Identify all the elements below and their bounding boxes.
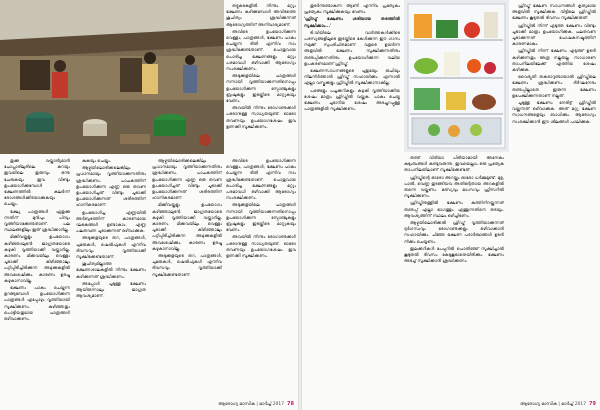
paragraph: ആഴ്ചയിലൊരിക്കൽ ഫ്രിഡ്ജ് വൃത്തിയാക്കുന്നത് ദുർഗന്ധവും രോഗാണുക്കളും ഒഴിവാക്കാൻ സഹായിക്കും. ചീഞ്ഞ ഭക്ഷണ പദാർത്ഥങ്ങൾ ഉടൻ നീക്കം ചെയ്യണം. <box>404 220 504 244</box>
paragraph: ചൂടുള്ള ഭക്ഷണം നേരിട്ട് ഫ്രിഡ്ജിൽ വയ്ക്കുന്നത് ഒഴിവാക്കുക. അത് മറ്റു ഭക്ഷണ സാധനങ്ങളെയും ബാധിക്കും. ആരോഗ്യം സംരക്ഷിക്കാൻ ഈ ശീലങ്ങൾ പാലിക്കുക. <box>512 100 596 124</box>
paragraph: മിക്കിവയ്ക്കളും ഉപയോഗം കഴിഞ്ഞാലുടൻ ജാഗ്രതയോടെ കഴുകി വൃത്തിയാക്കി വയ്ക്കാറില്ല. കാരണം മിക്കവയിലും വെള്ളം ചൂടാക്കി കിഴിഞ്ഞാലും പറ്റിപ്പിടിച്ചിരിക്കുന്ന അഴുക്കുകളിൽ അവശേഷിക്കും. കാരണം ഉരച്ചു കഴുകാനാവില്ല. <box>4 234 70 283</box>
paragraph: ടി.വിയിലെ വാർത്തകൾക്കിടെ പരസ്യങ്ങളിലൂടെ ഇടയ്ക്കിടെ കേൾക്കുന്ന ഈ ഗാനം നമുക്ക് സുപരിചിതമാണ്. വളരെ ഉയർന്ന അളവിൽ ഭക്ഷണം സൂക്ഷിക്കുന്നതിനും തണുപ്പിക്കുന്നതിനും ഉപയോഗിക്കുന്ന വലിയ ഉപകരണമാണ് ഫ്രിഡ്ജ്. <box>304 29 400 66</box>
left-column-d <box>226 158 296 398</box>
paragraph: അടുക്കളയുടെ തറ, പാത്രങ്ങൾ, ചുമരുകൾ, ഷെൽഫുകൾ എന്നിവ ദിവസവും വൃത്തിയാക്കി സൂക്ഷിക്കേണ്ടതാണ്. <box>152 253 222 277</box>
paragraph: തുക്കു വയ്ക്കാൻ്യമാൻ ചോപ്ലാരിലുരിലെ കറയും ഇവയിലെ തുരുമ്പും ഒന്നു ചേരുകയും ഇവ വീണ്ടും ഉപയോഗിക്കുമ്പോൾ ഭക്ഷണത്തിൽ കലർന്ന് രോഗങ്ങൾക്കിടയാക്കുകയും ചെയ്യും. <box>4 158 70 207</box>
paragraph: അവിടെ ഉപയോഗിക്കുന്ന വെള്ളം, പാത്രങ്ങൾ, ഭക്ഷണം പാകം ചെയ്യുന്ന രീതി എന്നിവ നാം ശ്രദ്ധിക്കേണ്ടതാണ്. പൊതുവായ പൊരിച്ച ഭക്ഷണങ്ങളും മറ്റും പരമാവധി ഒഴിവാക്കി ആരോഗ്യം സംരക്ഷിക്കണം. <box>226 158 296 201</box>
paragraph: ഫ്രിഡ്ജിന്റെ ഓരോ അറയ്ക്കും ഓരോ ധർമ്മമുണ്ട്. മുട്ട, പാൽ, വെണ്ണ തുടങ്ങിയവ അതിന്റേതായ അറകളിൽ തന്നെ വയ്ക്കണം. മത്സ്യവും മാംസവും ഫ്രീസറിൽ സൂക്ഷിക്കണം. <box>404 174 504 199</box>
magazine-title: ആരോഗ്യ മാസിക | മാർച്ച് 2017 <box>520 402 587 407</box>
pull-quote: 'ഫ്രിഡ്ജ് ഭക്ഷണം ശരിയായ തരത്തിൽ സൂക്ഷിക്കാം...' <box>304 16 400 28</box>
left-page-footer <box>218 401 294 407</box>
paragraph: പഴങ്ങളും പച്ചക്കറികളും കഴുകി വൃത്തിയാക്കിയ ശേഷം മാത്രം ഫ്രിഡ്ജിൽ വയ്ക്കുക. പാകം ചെയ്ത ഭക്ഷണം ചൂടാറിയ ശേഷം അടച്ചുറപ്പുള്ള പാത്രങ്ങളിൽ സൂക്ഷിക്കണം. <box>304 87 400 112</box>
fridge-photo <box>404 0 509 152</box>
paragraph: ഫ്രിഡ്ജിൽ നിന്ന് എടുത്ത ഭക്ഷണം വീണ്ടും ചൂടാക്കി മാത്രം ഉപയോഗിക്കുക. പലതവണ ചൂടാക്കുന്നത് പോഷകനഷ്ടത്തിന് കാരണമാകും. <box>512 22 596 47</box>
paragraph: അപ്പോൾ ചൂടുള്ള ഭക്ഷണം ആയിരുന്നാലും ജാഗ്രത ആവശ്യമാണ്. <box>76 280 146 299</box>
paragraph: ഇലക്കറികൾ പേപ്പറിൽ പൊതിഞ്ഞ് സൂക്ഷിച്ചാൽ കൂടുതൽ ദിവസം കേടുകൂടാതെയിരിക്കും. ഭക്ഷണം അടച്ച് സൂക്ഷിക്കാൻ ശ്രദ്ധിക്കണം. <box>404 245 504 264</box>
paragraph: തട്ടുകടകളിൽ നിന്നും മറ്റും ഭക്ഷണം കഴിക്കുമ്പോൾ അവിടത്തെ ശുചിത്വം ശ്രദ്ധിക്കുന്നത് ആരോഗ്യത്തിന് അനിവാര്യമാണ്. <box>226 3 296 27</box>
paragraph: അവയിൽ നിന്നും രോഗാണുക്കൾ പടരാനുള്ള സാധ്യതയുണ്ട്. ഓരോ തവണയും ഉപയോഗശേഷം ഇവ ഉണക്കി സൂക്ഷിക്കണം. <box>226 234 296 259</box>
paragraph: അടുക്കളയുടെ തറ, പാത്രങ്ങൾ, ചുമരുകൾ, ഷെൽഫുകൾ എന്നിവ ദിവസവും വൃത്തിയാക്കി സൂക്ഷിക്കേണ്ടതാണ്. <box>76 235 146 260</box>
paragraph: ഫ്രിഡ്ജിനുള്ളിൽ ഭക്ഷണം കുത്തിനിറയ്ക്കുന്നത് തണുപ്പ് എല്ലാ ഭാഗത്തും എത്തുന്നതിനെ തടയും. ആവശ്യത്തിന് സ്ഥലം ഒഴിച്ചിടണം. <box>404 200 504 218</box>
left-column-c <box>152 158 222 398</box>
paragraph: ഭക്ഷ്യ പാത്രങ്ങൾ ഏതുക്കു ന്നതിന് മുൻപും പിമ്പും വൃത്തിയാക്കേണ്ടതാണ്. പല സ്ഥലങ്ങളിലും ഇത് ശ്രദ്ധിക്കാറില്ല. <box>4 208 70 233</box>
left-column-1-top <box>226 3 296 153</box>
paragraph: ഉപയോഗിച്ച എണ്ണയിൽ അർബുദത്തിന് കാരണമായ ഘടകങ്ങൾ ഉണ്ടാകാം. എണ്ണ പലതവണ ചൂടാക്കുന്നത് ഒഴിവാക്കുക. <box>76 209 146 234</box>
right-column-3 <box>512 3 596 393</box>
paragraph: ശുചിത്വമില്ലാത്ത ഭക്ഷണശാലകളിൽ നിന്നും ഭക്ഷണം കഴിക്കുന്നത് ശ്രദ്ധിക്കണം. <box>76 261 146 279</box>
paragraph: തണ്ട് വിരിയാ പിരിയാമായി അനേകം കുടുംബങ്ങൾ കണ്ടുവരുന്നു. ഇവയെല്ലാം ഒരു പ്രത്യേക താപനിലയിലാണ് സൂക്ഷിക്കേണ്ടത്. <box>404 155 504 173</box>
paragraph: അടുക്കളയിലെ പാത്രങ്ങൾ നന്നായി വൃത്തിയാക്കുന്നതിനൊപ്പം ഉപയോഗിക്കുന്ന സ്പോഞ്ചുകളും ബ്രഷുകളും ഇടയ്ക്കിടെ മാറ്റുകയും വേണം. <box>226 202 296 233</box>
paragraph: കുകയും ചെയ്യും. <box>82 158 112 163</box>
right-page <box>302 0 600 410</box>
left-column-a <box>4 158 70 398</box>
right-column-2 <box>404 155 504 395</box>
paragraph: ആഴ്ചയിലൊരിക്കലെങ്കിലും പ്രധാനമായും വൃത്തിയാക്കുന്നതിനും ശ്രദ്ധിക്കണം. പാചകത്തിന് ഉപയോഗിക്കുന്ന എണ്ണ ഒരു തവണ ഉപയോഗിച്ചത് വീണ്ടും ചൂടാക്കി ഉപയോഗിക്കുന്നത് ശരീരത്തിന് ഹാനികരമാണ്. <box>152 158 222 201</box>
paragraph: അവയിൽ നിന്നും രോഗാണുക്കൾ പടരാനുള്ള സാധ്യതയുണ്ട്. ഓരോ തവണയും ഉപയോഗശേഷം ഇവ ഉണക്കി സൂക്ഷിക്കണം. <box>226 105 296 129</box>
page-number: 79 <box>589 401 596 407</box>
right-column-1 <box>304 3 400 393</box>
paragraph: മിക്കിവയ്ക്കളും ഉപയോഗം കഴിഞ്ഞാലുടൻ ജാഗ്രതയോടെ കഴുകി വൃത്തിയാക്കി വയ്ക്കാറില്ല. കാരണം മിക്കവയിലും വെള്ളം ചൂടാക്കി കിഴിഞ്ഞാലും പറ്റിപ്പിടിച്ചിരിക്കുന്ന അഴുക്കുകളിൽ അവശേഷിക്കും. കാരണം ഉരച്ചു കഴുകാനാവില്ല. <box>152 202 222 251</box>
page-number: 78 <box>287 401 294 407</box>
paragraph: അടുക്കളയിലെ പാത്രങ്ങൾ നന്നായി വൃത്തിയാക്കുന്നതിനൊപ്പം ഉപയോഗിക്കുന്ന സ്പോഞ്ചുകളും ബ്രഷുകളും ഇടയ്ക്കിടെ മാറ്റുകയും വേണം. <box>226 73 296 104</box>
right-page-footer <box>520 401 596 407</box>
market-photo <box>0 0 224 154</box>
paragraph: അവിടെ ഉപയോഗിക്കുന്ന വെള്ളം, പാത്രങ്ങൾ, ഭക്ഷണം പാകം ചെയ്യുന്ന രീതി എന്നിവ നാം ശ്രദ്ധിക്കേണ്ടതാണ്. പൊതുവായ പൊരിച്ച ഭക്ഷണങ്ങളും മറ്റും പരമാവധി ഒഴിവാക്കി ആരോഗ്യം സംരക്ഷിക്കണം. <box>226 28 296 72</box>
paragraph: ഫ്രിഡ്ജിൽ നിന്ന് ഭക്ഷണം എടുത്ത് ഉടൻ കഴിക്കുന്നതും അത്ര നല്ലതല്ല. സാധാരണ താപനിലയിലേക്ക് എത്തിയ ശേഷം കഴിക്കുക. <box>512 48 596 73</box>
paragraph: ഭക്ഷണം പാകം ചെയ്യുന്ന ഉറങ്ങുമ്പോൾ ഉപയോഗിക്കുന്ന പാത്രങ്ങൾ എപ്പോഴും വൃത്തിയായി സൂക്ഷിക്കണം. കുഴിഞ്ഞതും പൊട്ടിയതുമായ പാത്രങ്ങൾ ഒഴിവാക്കണം. <box>4 285 70 322</box>
paragraph: തുടർന്നുണ്ടാകുന്ന ആണി എന്നിവ പ്രത്യേകം പ്രത്യേകം സൂക്ഷിക്കുകയും വേണം. <box>304 3 400 15</box>
paragraph: ആഴ്ചയിലൊരിക്കലെങ്കിലും പ്രധാനമായും വൃത്തിയാക്കുന്നതിനും ശ്രദ്ധിക്കണം. പാചകത്തിന് ഉപയോഗിക്കുന്ന എണ്ണ ഒരു തവണ ഉപയോഗിച്ചത് വീണ്ടും ചൂടാക്കി ഉപയോഗിക്കുന്നത് ശരീരത്തിന് ഹാനികരമാണ്. <box>76 165 146 208</box>
paragraph: വൈദ്യുതി തകരാറുണ്ടായാൽ ഫ്രിഡ്ജിലെ ഭക്ഷണം ശ്രദ്ധിക്കണം. ദീർഘനേരം തണുപ്പില്ലാതെ ഇരുന്ന ഭക്ഷണം ഉപേക്ഷിക്കുന്നതാണ് നല്ലത്. <box>512 74 596 98</box>
paragraph: ഫ്രിഡ്ജ് ഭക്ഷണ സാധനങ്ങൾ കൃത്യമായ അളവിൽ സൂക്ഷിക്കുക. വീട്ടിലെ ഫ്രിഡ്ജിൽ ഭക്ഷണം കൂടുതൽ ദിവസം സൂക്ഷിക്കരുത്. <box>512 3 596 21</box>
magazine-title: ആരോഗ്യ മാസിക | മാർച്ച് 2017 <box>218 402 285 407</box>
left-page <box>0 0 298 410</box>
left-column-b <box>76 158 146 398</box>
paragraph: ഭക്ഷണസാധനങ്ങളുടെ പുതുമയും രുചിയും നിലനിർത്താൻ ഫ്രിഡ്ജ് സഹായിക്കും. എന്നാൽ എല്ലാ വസ്തുക്കളും ഫ്രിഡ്ജിൽ സൂക്ഷിക്കാനാകില്ല. <box>304 68 400 86</box>
